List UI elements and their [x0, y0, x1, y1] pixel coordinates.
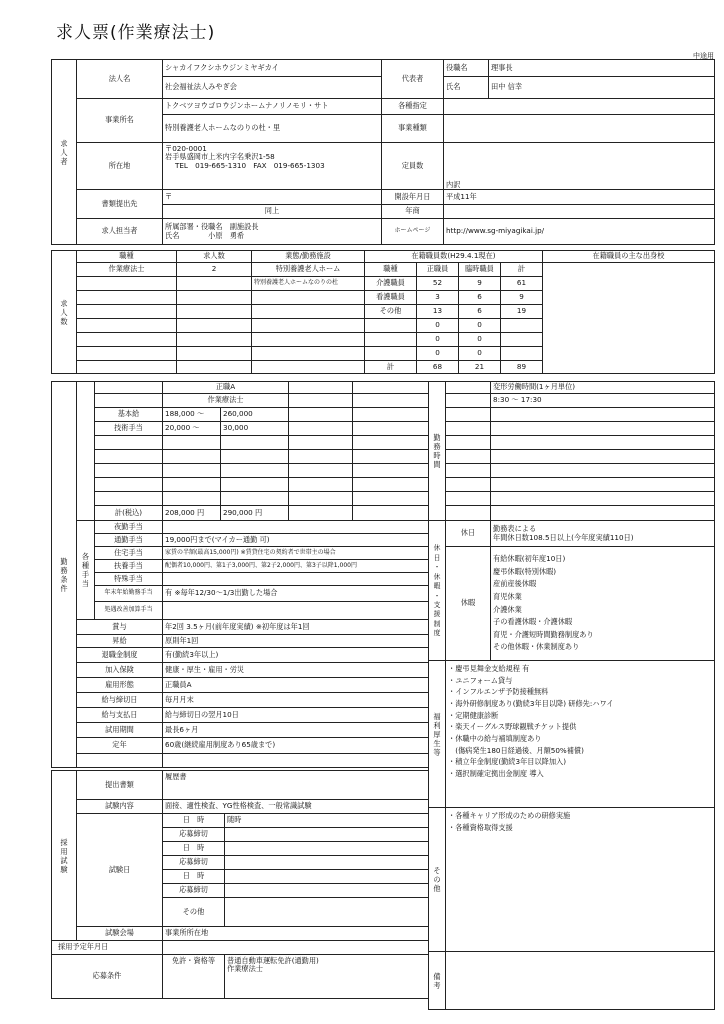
- condition-value: 有(勤続3年以上): [163, 648, 429, 663]
- hours-empty: [491, 464, 715, 478]
- staff-row: 0: [417, 333, 459, 347]
- salary-empty: [289, 394, 353, 408]
- hiring-start-label: 採用予定年月日: [52, 941, 163, 955]
- condition-value: 60歳(継続雇用制度あり65歳まで): [163, 738, 429, 754]
- salary-empty: [95, 464, 163, 478]
- rep-title-label: 役職名: [444, 60, 489, 77]
- staff-row: [365, 347, 417, 361]
- salary-empty: [289, 422, 353, 436]
- staff-row: 0: [417, 319, 459, 333]
- founded-value: 平成11年: [444, 190, 715, 205]
- salary-empty: [353, 506, 429, 521]
- staff-row: 52: [417, 277, 459, 291]
- section-label-holidays: 休 日 ・ 休 暇 ・ 支 援 制 度: [429, 521, 446, 661]
- holiday-line: 年間休日数108.5日以上(今年度実績110日): [493, 532, 634, 542]
- designation-value: [444, 99, 715, 115]
- rep-label: 代表者: [382, 60, 444, 99]
- salary-row-label: 基本給: [95, 408, 163, 422]
- welfare-item: ・選択制確定拠出金制度 導入: [448, 768, 544, 778]
- openings-empty: [77, 319, 177, 333]
- salary-empty: [221, 492, 289, 506]
- hours-empty: [446, 382, 491, 394]
- staff-header-total: 計: [501, 263, 543, 277]
- salary-total-max: 290,000 円: [221, 506, 289, 521]
- salary-empty: [163, 450, 221, 464]
- leave-line: その他休暇・休業制度あり: [493, 642, 580, 652]
- docs-postal: 〒: [163, 190, 382, 205]
- openings-facility2: 特別養護老人ホームなのりの杜: [252, 277, 365, 291]
- welfare-item: (傷病発生180日経過後、月額50%補償): [448, 745, 584, 755]
- openings-job: 作業療法士: [77, 263, 177, 277]
- capacity-label: 定員数: [382, 143, 444, 190]
- salary-row-label: 技術手当: [95, 422, 163, 436]
- hiring-date-first: 随時: [225, 814, 429, 828]
- openings-header-schools: 在籍職員の主な出身校: [543, 251, 715, 263]
- openings-empty: [77, 333, 177, 347]
- salary-empty: [289, 478, 353, 492]
- office-kana: トクベツヨウゴロウジンホームナノリノモリ・サト: [163, 99, 382, 115]
- openings-empty: [177, 305, 252, 319]
- welfare-item: ・休職中の給与補填制度あり: [448, 733, 542, 743]
- hiring-license-label: 免許・資格等: [163, 955, 225, 999]
- hours-empty: [491, 408, 715, 422]
- salary-empty: [353, 492, 429, 506]
- contact-dept: 所属部署・役職名 副施設長: [165, 222, 259, 232]
- salary-empty: [95, 492, 163, 506]
- holiday-line: 勤務表による: [493, 524, 537, 534]
- condition-value: 原則年1回: [163, 635, 429, 648]
- hours-empty: [446, 408, 491, 422]
- salary-row-min: 20,000 〜: [163, 422, 221, 436]
- section-label-remarks: 備 考: [429, 952, 446, 1010]
- openings-header-facility: 業態/勤務施設: [252, 251, 365, 263]
- hiring-date-sub: 応募締切: [163, 828, 225, 842]
- condition-label: 試用期間: [77, 723, 163, 738]
- year-value: [444, 205, 715, 219]
- staff-total-regular: 68: [417, 361, 459, 374]
- address-tel: TEL 019-665-1310 FAX 019-665-1303: [175, 160, 325, 170]
- salary-total-label: 計(税込): [95, 506, 163, 521]
- salary-empty: [221, 464, 289, 478]
- hiring-license-line: 作業療法士: [227, 964, 263, 974]
- condition-label: 給与支払日: [77, 708, 163, 723]
- hiring-date-sub: 応募締切: [163, 856, 225, 870]
- welfare-item: ・インフルエンザ予防接種無料: [448, 687, 549, 697]
- schools-value: [543, 263, 715, 374]
- condition-label: 加入保険: [77, 663, 163, 678]
- salary-empty: [289, 436, 353, 450]
- condition-value: 正職員A: [163, 678, 429, 693]
- staff-row: [365, 333, 417, 347]
- hours-empty: [491, 436, 715, 450]
- section-label-work-hours: 勤 務 時 間: [429, 382, 446, 521]
- other-list: [446, 808, 715, 952]
- allowance-value: [163, 573, 429, 586]
- staff-row: 3: [417, 291, 459, 305]
- hours-empty: [491, 450, 715, 464]
- office-label: 事業所名: [77, 99, 163, 143]
- condition-value: 給与締切日の翌月10日: [163, 708, 429, 723]
- hiring-date-empty: [225, 828, 429, 842]
- leave-line: 子の看護休暇・介護休暇: [493, 617, 573, 627]
- staff-header-regular: 正職員: [417, 263, 459, 277]
- rep-title: 理事長: [489, 60, 715, 77]
- hours-empty: [491, 506, 715, 521]
- allowance-label: 住宅手当: [95, 547, 163, 560]
- openings-empty: [177, 347, 252, 361]
- section-label-employer: 求 人 者: [52, 60, 77, 245]
- leave-line: 産前産後休暇: [493, 579, 537, 589]
- capacity-breakdown: 内訳: [444, 143, 715, 190]
- salary-empty: [163, 436, 221, 450]
- hiring-date-empty: [225, 842, 429, 856]
- openings-empty: [252, 333, 365, 347]
- staff-row: 0: [459, 347, 501, 361]
- hiring-date-label: 試験日: [77, 814, 163, 927]
- salary-empty: [353, 422, 429, 436]
- hiring-docs-value: 履歴書: [163, 771, 429, 800]
- staff-row: 9: [501, 291, 543, 305]
- salary-empty: [163, 464, 221, 478]
- condition-label: 昇給: [77, 635, 163, 648]
- job-offer-sheet: [51, 59, 714, 1003]
- salary-empty: [353, 408, 429, 422]
- work-hours-time: 8:30 〜 17:30: [491, 394, 715, 408]
- other-item: ・各種キャリア形成のための研修実施: [448, 811, 571, 820]
- hiring-date-sub: 日 時: [163, 870, 225, 884]
- condition-label: 雇用形態: [77, 678, 163, 693]
- hiring-docs-label: 提出書類: [77, 771, 163, 800]
- staff-row: [365, 319, 417, 333]
- corp-kana: シャカイフクシホウジンミヤギカイ: [163, 60, 382, 77]
- condition-value: 健康・厚生・雇用・労災: [163, 663, 429, 678]
- corp-label: 法人名: [77, 60, 163, 99]
- hours-empty: [446, 464, 491, 478]
- document-subtitle: 中途用: [693, 52, 714, 60]
- hours-empty: [446, 422, 491, 436]
- hours-empty: [446, 492, 491, 506]
- contact-name: 氏名 小原 勇希: [165, 230, 245, 240]
- founded-label: 開設年月日: [382, 190, 444, 205]
- hiring-exam-value: 面接、適性検査、YG性格検査、一般常識試験: [163, 800, 429, 814]
- allowance-value: 配偶者10,000円、第1子3,000円、第2子2,000円、第3子以降1,000円: [163, 560, 429, 573]
- condition-value: 毎月月末: [163, 693, 429, 708]
- hiring-req-label: 応募条件: [52, 955, 163, 999]
- salary-total-min: 208,000 円: [163, 506, 221, 521]
- hiring-date-sub: 日 時: [163, 842, 225, 856]
- hiring-date-sub: 応募締切: [163, 884, 225, 898]
- staff-row: [501, 319, 543, 333]
- hours-empty: [491, 478, 715, 492]
- salary-empty: [221, 450, 289, 464]
- condition-label: 退職金制度: [77, 648, 163, 663]
- salary-row-max: 260,000: [221, 408, 289, 422]
- openings-empty: [252, 305, 365, 319]
- allowance-value: 家賃の半額(最高15,000円) ※賃貸住宅の契約者で世帯主の場合: [163, 547, 429, 560]
- openings-count-2: [177, 277, 252, 291]
- openings-empty: [177, 319, 252, 333]
- salary-empty: [163, 478, 221, 492]
- allowance-label: 扶養手当: [95, 560, 163, 573]
- salary-empty: [353, 450, 429, 464]
- salary-empty: [289, 382, 353, 394]
- conditions-table: [51, 381, 429, 768]
- leave-line: 育児休業: [493, 591, 522, 601]
- allowance-label: 年末年始勤務手当: [95, 586, 163, 602]
- hiring-venue-label: 試験会場: [77, 927, 163, 941]
- staff-row: [501, 347, 543, 361]
- welfare-item: ・定期健康診断: [448, 710, 499, 720]
- salary-corner: [77, 382, 95, 521]
- section-label-hiring: 採 用 試 験: [52, 771, 77, 941]
- hiring-license-value: [225, 955, 429, 999]
- openings-empty: [77, 361, 177, 374]
- openings-table: [51, 250, 715, 374]
- contact-label: 求人担当者: [77, 219, 163, 245]
- allowance-value: 19,000円まで(マイカー通勤 可): [163, 534, 429, 547]
- staff-header-job: 職種: [365, 263, 417, 277]
- condition-value: 最長6ヶ月: [163, 723, 429, 738]
- section-label-other: そ の 他: [429, 808, 446, 952]
- docs-dest-label: 書類提出先: [77, 190, 163, 219]
- welfare-item: ・積立年金制度(勤続3年目以降加入): [448, 757, 566, 767]
- rep-name-label: 氏名: [444, 77, 489, 99]
- hours-holidays-table: [428, 381, 715, 1010]
- allowance-value: [163, 521, 429, 534]
- openings-facility1: 特別養護老人ホーム: [252, 263, 365, 277]
- hours-empty: [446, 450, 491, 464]
- salary-empty: [95, 450, 163, 464]
- leave-line: 慶弔休暇(特別休暇): [493, 566, 557, 576]
- hiring-exam-label: 試験内容: [77, 800, 163, 814]
- staff-row: 6: [459, 291, 501, 305]
- staff-total-label: 計: [365, 361, 417, 374]
- staff-row: 0: [417, 347, 459, 361]
- hours-empty: [446, 394, 491, 408]
- homepage-link[interactable]: http://www.sg-miyagikai.jp/: [444, 219, 715, 245]
- openings-empty: [77, 305, 177, 319]
- address-line: 岩手県盛岡市上米内字名乗沢1-58: [165, 152, 275, 162]
- condition-spacer: [163, 754, 429, 768]
- hours-empty: [446, 478, 491, 492]
- office-name: 特別養護老人ホームなのりの杜・里: [163, 115, 382, 143]
- allowance-label: 夜勤手当: [95, 521, 163, 534]
- condition-label: 賞与: [77, 620, 163, 635]
- work-hours-type: 変形労働時間(1ヶ月単位): [491, 382, 715, 394]
- welfare-item: ・楽天イーグルス野球観戦チケット提供: [448, 722, 577, 732]
- staff-row: 61: [501, 277, 543, 291]
- address-block: [163, 143, 382, 190]
- condition-label: 給与締切日: [77, 693, 163, 708]
- salary-row-min: 188,000 〜: [163, 408, 221, 422]
- hiring-date-empty: [225, 870, 429, 884]
- openings-empty: [77, 347, 177, 361]
- openings-empty: [177, 333, 252, 347]
- salary-empty: [163, 492, 221, 506]
- condition-label: 定年: [77, 738, 163, 754]
- leave-value: [491, 547, 715, 661]
- section-label-allowances: 各 種 手 当: [77, 521, 95, 620]
- hiring-date-empty: [225, 884, 429, 898]
- salary-empty: [289, 464, 353, 478]
- welfare-item: ・慶弔見舞金支給規程 有: [448, 664, 530, 673]
- other-item: ・各種資格取得支援: [448, 822, 513, 832]
- salary-row-max: 30,000: [221, 422, 289, 436]
- document-title: 求人票(作業療法士): [56, 23, 216, 43]
- staff-row: 6: [459, 305, 501, 319]
- condition-value: 年2回 3.5ヶ月(前年度実績) ※初年度は年1回: [163, 620, 429, 635]
- hours-empty: [446, 436, 491, 450]
- staff-header-temp: 臨時職員: [459, 263, 501, 277]
- salary-empty: [221, 436, 289, 450]
- openings-count: 2: [177, 263, 252, 277]
- openings-empty: [252, 361, 365, 374]
- salary-empty: [353, 464, 429, 478]
- section-label-openings: 求 人 数: [52, 251, 77, 374]
- staff-row: 9: [459, 277, 501, 291]
- docs-same: 同上: [163, 205, 382, 219]
- welfare-item: ・海外研修制度あり(勤続3年目以降) 研修先:ハワイ: [448, 698, 614, 708]
- allowance-value: 有 ※毎年12/30〜1/3出勤した場合: [163, 586, 429, 602]
- salary-empty: [95, 436, 163, 450]
- openings-header-job: 職種: [77, 251, 177, 263]
- section-label-welfare: 福 利 厚 生 等: [429, 661, 446, 808]
- address-postal: 〒020-0001: [165, 144, 207, 153]
- allowance-value: [163, 602, 429, 620]
- staff-row: 19: [501, 305, 543, 319]
- remarks-value: [446, 952, 715, 1010]
- hiring-date-empty: [225, 898, 429, 927]
- openings-empty: [177, 291, 252, 305]
- hiring-venue-value: 事業所所在地: [163, 927, 429, 941]
- staff-row: [501, 333, 543, 347]
- hiring-start-value: [163, 941, 429, 955]
- rep-name: 田中 信幸: [489, 77, 715, 99]
- staff-row: 0: [459, 333, 501, 347]
- openings-job-2: [77, 277, 177, 291]
- hours-empty: [491, 422, 715, 436]
- staff-total-all: 89: [501, 361, 543, 374]
- leave-label: 休暇: [446, 547, 491, 661]
- salary-job-header: 作業療法士: [163, 394, 289, 408]
- staff-row: 13: [417, 305, 459, 319]
- salary-empty: [221, 478, 289, 492]
- hiring-license-line: 普通自動車運転免許(通勤用): [227, 956, 319, 965]
- hiring-date-empty: [225, 856, 429, 870]
- staff-row: 介護職員: [365, 277, 417, 291]
- hiring-date-other: その他: [163, 898, 225, 927]
- employer-table: [51, 59, 715, 245]
- allowance-label: 特殊手当: [95, 573, 163, 586]
- year-label: 年商: [382, 205, 444, 219]
- staff-total-temp: 21: [459, 361, 501, 374]
- openings-empty: [252, 291, 365, 305]
- salary-empty: [353, 478, 429, 492]
- salary-empty: [95, 478, 163, 492]
- hiring-table: [51, 770, 429, 999]
- leave-line: 育児・介護短時間勤務制度あり: [493, 629, 594, 639]
- hours-empty: [446, 506, 491, 521]
- corp-name: 社会福祉法人みやぎ会: [163, 77, 382, 99]
- staff-row: その他: [365, 305, 417, 319]
- salary-empty: [289, 506, 353, 521]
- openings-empty: [252, 319, 365, 333]
- section-label-conditions: 勤 務 条 件: [52, 382, 77, 768]
- salary-type-header: 正職A: [163, 382, 289, 394]
- business-label: 事業種類: [382, 115, 444, 143]
- openings-header-count: 求人数: [177, 251, 252, 263]
- openings-empty: [177, 361, 252, 374]
- address-label: 所在地: [77, 143, 163, 190]
- contact-block: [163, 219, 382, 245]
- salary-empty: [95, 394, 163, 408]
- openings-empty: [252, 347, 365, 361]
- homepage-label: ホームページ: [382, 219, 444, 245]
- staff-row: 看護職員: [365, 291, 417, 305]
- holiday-label: 休日: [446, 521, 491, 547]
- salary-empty: [95, 382, 163, 394]
- leave-line: 介護休業: [493, 604, 522, 614]
- staff-row: 0: [459, 319, 501, 333]
- leave-line: 有給休暇(初年度10日): [493, 554, 566, 564]
- salary-empty: [353, 436, 429, 450]
- salary-empty: [289, 492, 353, 506]
- salary-empty: [289, 450, 353, 464]
- hours-empty: [491, 492, 715, 506]
- salary-empty: [353, 382, 429, 394]
- salary-empty: [289, 408, 353, 422]
- hiring-date-sub: 日 時: [163, 814, 225, 828]
- allowance-label: 処遇改善加算手当: [95, 602, 163, 620]
- welfare-item: ・ユニフォーム貸与: [448, 675, 513, 685]
- business-value: [444, 115, 715, 143]
- allowance-label: 通勤手当: [95, 534, 163, 547]
- openings-header-staff: 在籍職員数(H29.4.1現在): [365, 251, 543, 263]
- designation-label: 各種指定: [382, 99, 444, 115]
- condition-spacer: [77, 754, 163, 768]
- salary-empty: [353, 394, 429, 408]
- holiday-value: [491, 521, 715, 547]
- welfare-list: [446, 661, 715, 808]
- openings-empty: [77, 291, 177, 305]
